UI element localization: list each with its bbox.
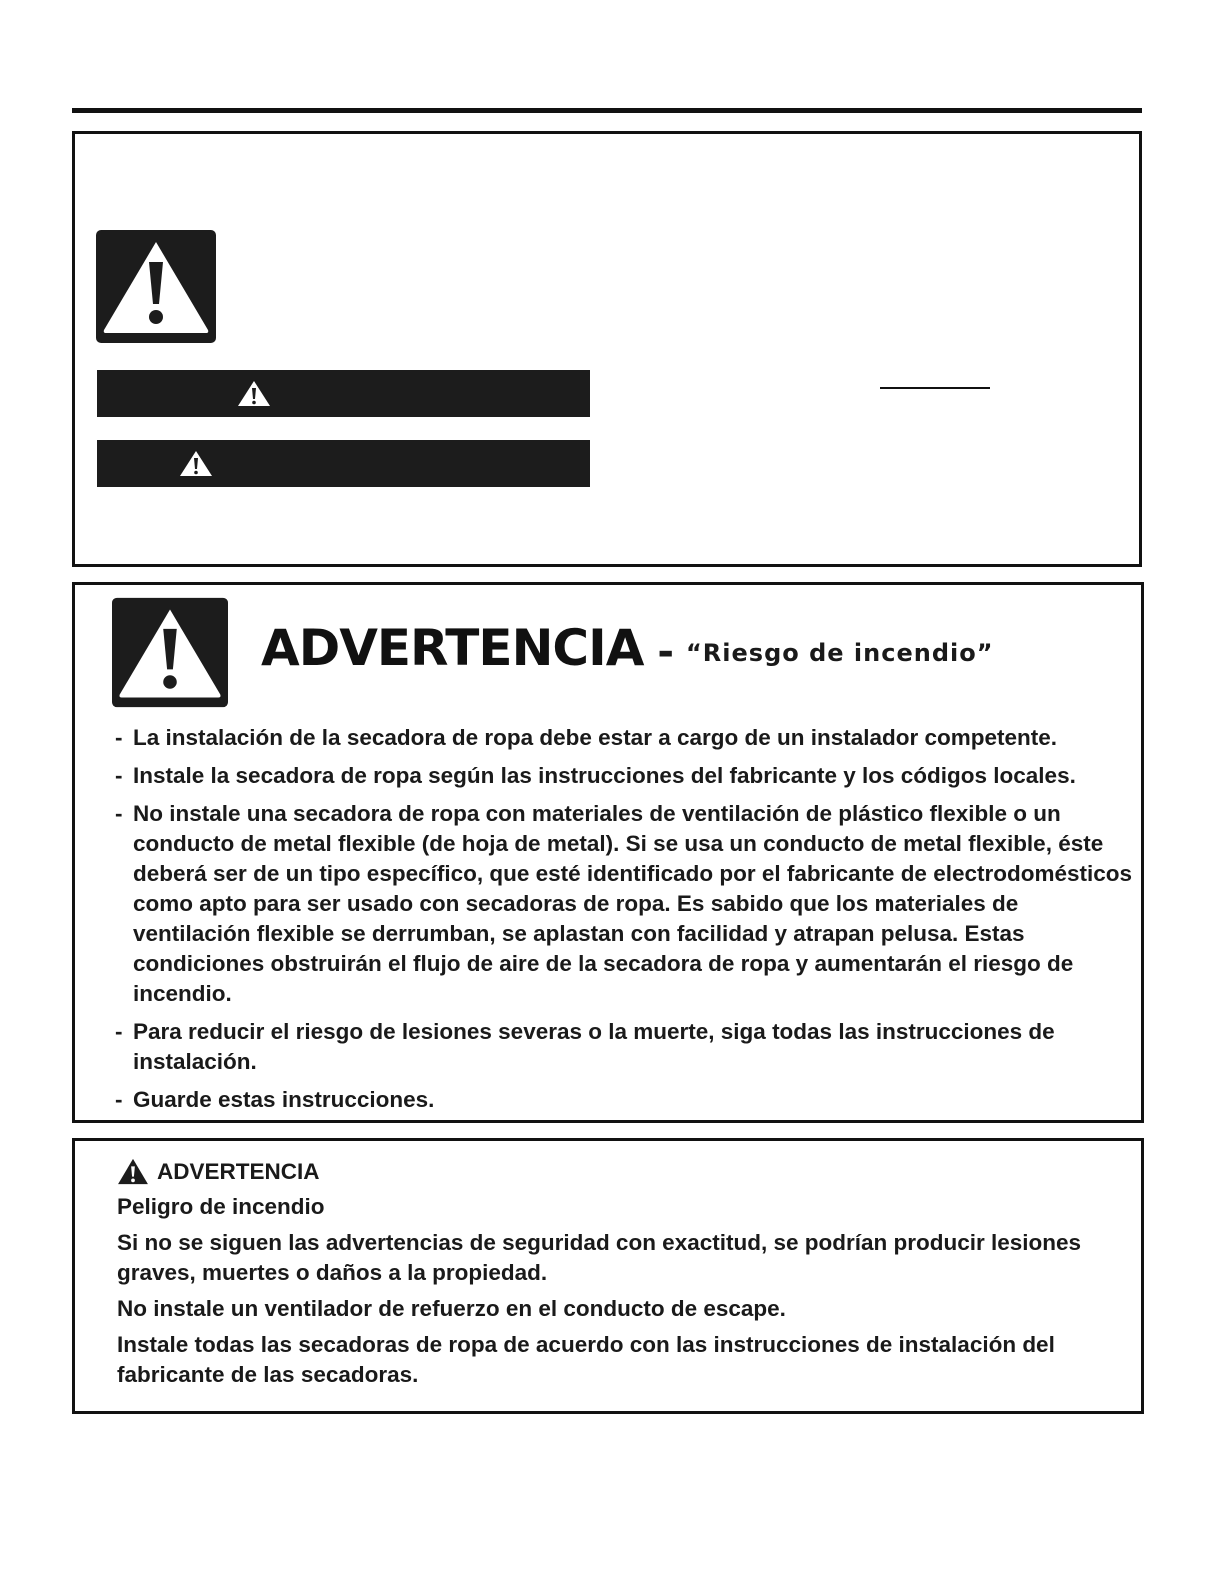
underline-rule: [880, 387, 990, 389]
list-item: - La instalación de la secadora de ropa debe estar a cargo de un instalador competente.: [115, 725, 1058, 750]
safety-info-box: [72, 131, 1142, 567]
small-warning-triangle-icon: [237, 380, 271, 412]
list-item: - Guarde estas instrucciones.: [115, 1087, 435, 1112]
notice-subtitle: Peligro de incendio: [117, 1194, 325, 1219]
notice-paragraph: Instale todas las secadoras de ropa de acuerdo con las instrucciones de instalación del fabricante de las secadoras.: [117, 1332, 1055, 1387]
warning-heading: [261, 619, 993, 677]
notice-title: ADVERTENCIA: [157, 1159, 320, 1184]
list-item: - Instale la secadora de ropa según las instrucciones del fabricante y los códigos locales.: [115, 763, 1076, 788]
heading-separator: -: [657, 629, 675, 675]
list-item: - Para reducir el riesgo de lesiones severas o la muerte, siga todas las instrucciones de instalación.: [115, 1019, 1055, 1074]
fire-risk-warning-box: [72, 582, 1144, 1123]
top-rule: [72, 108, 1142, 113]
warning-title: ADVERTENCIA: [261, 619, 644, 677]
notice-paragraph: No instale un ventilador de refuerzo en el conducto de escape.: [117, 1296, 786, 1321]
small-warning-triangle-icon: [179, 450, 213, 482]
small-warning-triangle-icon: [117, 1158, 149, 1186]
warning-banner: [97, 440, 590, 487]
notice-paragraph: Si no se siguen las advertencias de seguridad con exactitud, se podrían producir lesiones graves, muertes o daños a la propiedad.: [117, 1230, 1082, 1285]
danger-banner: [97, 370, 590, 417]
warning-subtitle: “Riesgo de incendio”: [686, 639, 994, 667]
notice-heading: [117, 1155, 1117, 1189]
list-item: - No instale una secadora de ropa con materiales de ventilación de plástico flexible o un conducto de metal flexible (de hoja de metal). Si se usa un conducto de metal flexible, éste deberá ser de un tipo específico, que esté identificado por el fabricante de electrodomésticos como apto para ser usado con secadoras de ropa. Es sabido que los materiales de ventilación flexible se derrumban, se aplastan con facilidad y atrapan pelusa. Estas condiciones obstruirán el flujo de aire de la secadora de ropa y aumentarán el riesgo de incendio.: [115, 801, 1133, 1006]
warning-triangle-icon: [112, 597, 228, 708]
warning-list: [115, 723, 1135, 1123]
hazard-notice-box: [72, 1138, 1144, 1414]
warning-triangle-icon: [96, 230, 216, 343]
